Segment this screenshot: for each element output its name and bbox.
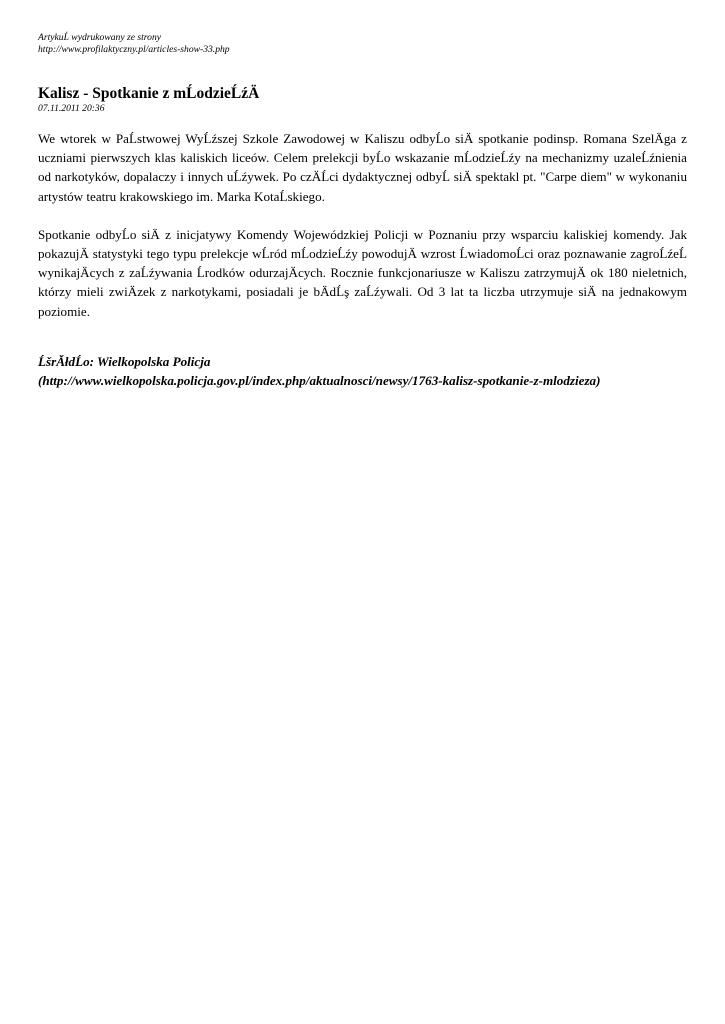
source-page-url: http://www.profilaktyczny.pl/articles-show-33.php xyxy=(38,43,230,55)
article-source xyxy=(38,352,687,390)
article-paragraph-1: We wtorek w PaĹstwowej WyĹźszej Szkole Zawodowej w Kaliszu odbyĹo siÄ spotkanie podinsp. Romana SzelÄga z uczniami pierwszych klas kaliskich liceów. Celem prelekcji byĹo wskazanie mĹodzieĹźy na mechanizmy uzaleĹźnienia od narkotyków, dopalaczy i innych uĹźywek. Po czÄĹci dydaktycznej odbyĹ siÄ spektakl pt. "Carpe diem" w wykonaniu artystów teatru krakowskiego im. Marka KotaĹskiego. xyxy=(38,131,687,204)
source-label: ĹšrĂłdĹo: Wielkopolska Policja xyxy=(38,353,211,369)
print-notice: ArtykuĹ wydrukowany ze strony xyxy=(38,32,162,43)
article-paragraph-2: Spotkanie odbyĹo siÄ z inicjatywy Komendy Wojewódzkiej Policji w Poznaniu przy wsparciu kaliskiej komendy. Jak pokazujÄ statystyki tego typu prelekcje wĹród mĹodzieĹźy powodujÄ wzrost ĹwiadomoĹci oraz poznawanie zagroĹźeĹ wynikajÄcych z zaĹźywania Ĺrodków odurzajÄcych. Rocznie funkcjonariusze w Kaliszu zatrzymujÄ ok 180 nieletnich, którzy mieli zwiÄzek z narkotykami, posiadali je bÄdĹş zaĹźywali. Od 3 lat ta liczba utrzymuje siÄ na jednakowym poziomie. xyxy=(38,226,687,319)
article-title: Kalisz - Spotkanie z mĹodzieĹźÄ xyxy=(38,85,260,102)
source-url: (http://www.wielkopolska.policja.gov.pl/index.php/aktualnosci/newsy/1763-kalisz-spotkanie-z-mlodzieza) xyxy=(38,373,601,389)
article-date: 07.11.2011 20:36 xyxy=(38,103,105,114)
document-page xyxy=(38,32,687,390)
